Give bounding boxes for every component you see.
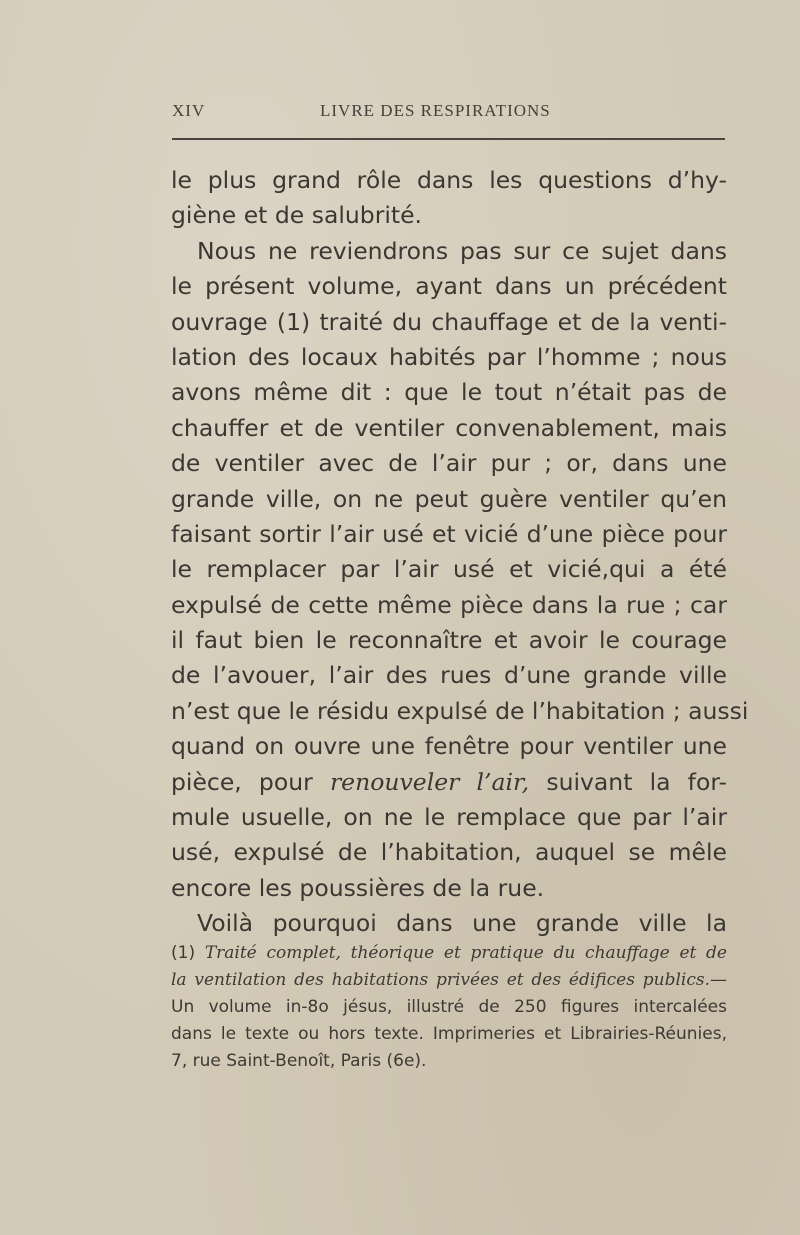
text-line: il faut bien le reconnaître et avoir le courage (171, 626, 727, 655)
running-title: LIVRE DES RESPIRATIONS (320, 101, 551, 120)
text-segment: pièce, pour (171, 767, 313, 796)
text-segment: suivant la for- (546, 767, 727, 796)
text-line: de l’avouer, l’air des rues d’une grande ville (171, 661, 727, 690)
text-line: chauffer et de ventiler convenablement, mais (171, 413, 727, 442)
text-line: le remplacer par l’air usé et vicié,qui a été (171, 555, 727, 584)
footnote-marker: (1) (171, 943, 196, 963)
text-line: expulsé de cette même pièce dans la rue ; car (171, 590, 727, 619)
text-line: ouvrage (1) traité du chauffage et de la venti- (171, 307, 727, 336)
footnote-line (171, 940, 727, 967)
text-line-with-italic (171, 765, 727, 800)
text-line: encore les poussières de la rue. (171, 873, 545, 902)
main-text (171, 163, 749, 942)
text-line: usé, expulsé de l’habitation, auquel se mêle (171, 838, 727, 867)
footnote-italic: la ventilation des habitations privées et des édifices publics. (171, 970, 710, 990)
text-line: le plus grand rôle dans les questions d’hy- (171, 166, 727, 194)
footnote-dash: — (710, 970, 727, 990)
text-line: Voilà pourquoi dans une grande ville la (197, 909, 727, 938)
text-line: Nous ne reviendrons pas sur ce sujet dans (197, 236, 727, 265)
text-line: mule usuelle, on ne le remplace que par l’air (171, 803, 727, 832)
text-line: giène et de salubrité. (171, 201, 423, 230)
text-line: lation des locaux habités par l’homme ; nous (171, 342, 727, 371)
header-rule (172, 138, 725, 140)
page-number: XIV (172, 101, 206, 120)
footnote-line: 7, rue Saint-Benoît, Paris (6e). (171, 1051, 427, 1071)
text-line: avons même dit : que le tout n’était pas de (171, 378, 727, 407)
text-line: grande ville, on ne peut guère ventiler qu’en (171, 484, 727, 513)
footnote-line: dans le texte ou hors texte. Imprimeries et Librairies-Réunies, (171, 1024, 727, 1044)
text-line: faisant sortir l’air usé et vicié d’une pièce pour (171, 519, 727, 548)
footnote (171, 940, 727, 1075)
text-line: quand on ouvre une fenêtre pour ventiler une (171, 732, 727, 761)
footnote-line (171, 967, 727, 994)
text-line: le présent volume, ayant dans un précédent (171, 272, 727, 301)
footnote-line: Un volume in-8o jésus, illustré de 250 figures intercalées (171, 997, 727, 1017)
footnote-italic: Traité complet, théorique et pratique du chauffage et de (204, 943, 727, 963)
italic-phrase: renouveler l’air, (329, 767, 530, 796)
text-line: n’est que le résidu expulsé de l’habitation ; aussi (171, 696, 749, 725)
running-head (172, 101, 728, 125)
text-line: de ventiler avec de l’air pur ; or, dans une (171, 449, 727, 478)
